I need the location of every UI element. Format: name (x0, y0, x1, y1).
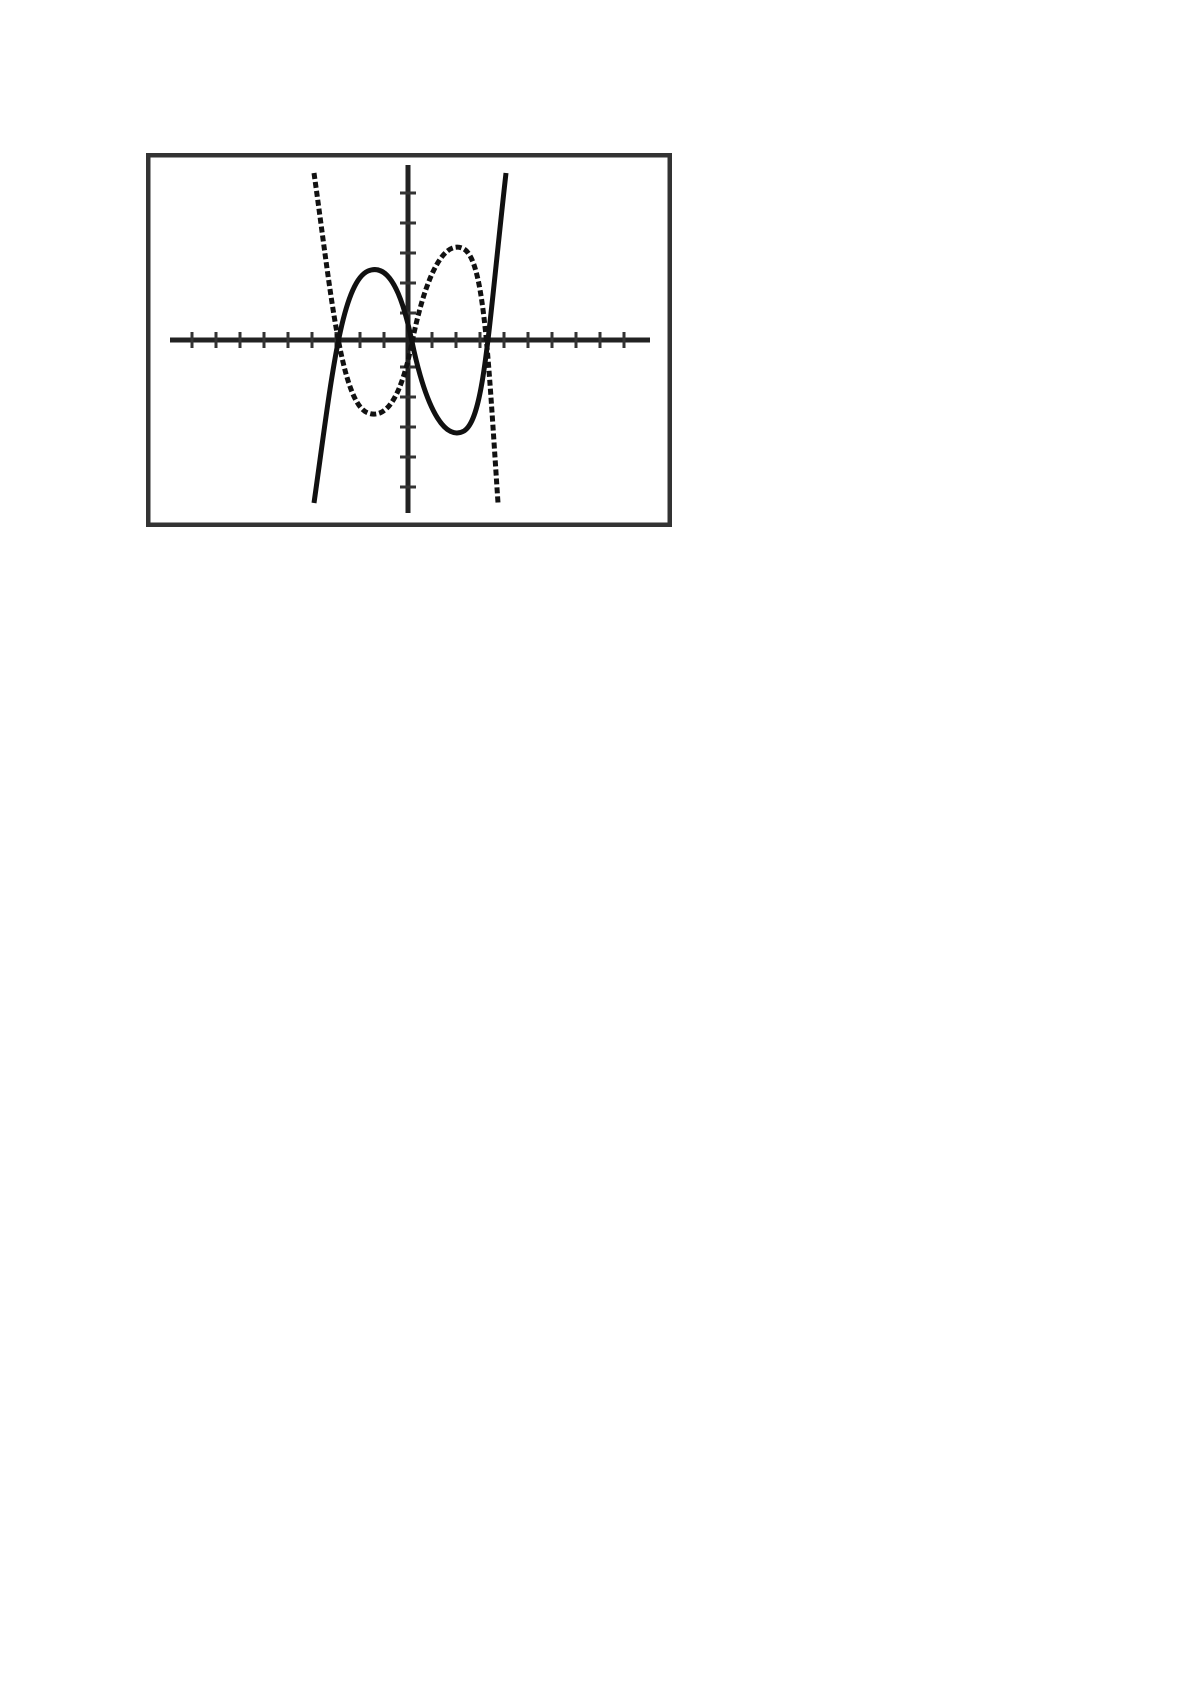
step-equation (178, 1038, 986, 1066)
step-equation (178, 982, 986, 1010)
step-text (178, 954, 986, 982)
function-graph (146, 153, 672, 527)
step-equation (178, 870, 986, 898)
step-equation (178, 926, 986, 954)
step-text (178, 786, 986, 814)
step-text (178, 1010, 986, 1038)
graph-svg (146, 153, 672, 527)
figure-caption (360, 533, 480, 547)
closing-paragraph (146, 1116, 986, 1144)
solution-conclusion (178, 1066, 986, 1094)
problem-statement (146, 620, 986, 676)
step-text (178, 842, 986, 870)
step-text (178, 898, 986, 926)
step-equation (178, 758, 986, 786)
solution-intro (146, 698, 986, 754)
solution-steps (146, 758, 986, 1094)
step-equation (178, 814, 986, 842)
document-body (146, 620, 986, 1166)
